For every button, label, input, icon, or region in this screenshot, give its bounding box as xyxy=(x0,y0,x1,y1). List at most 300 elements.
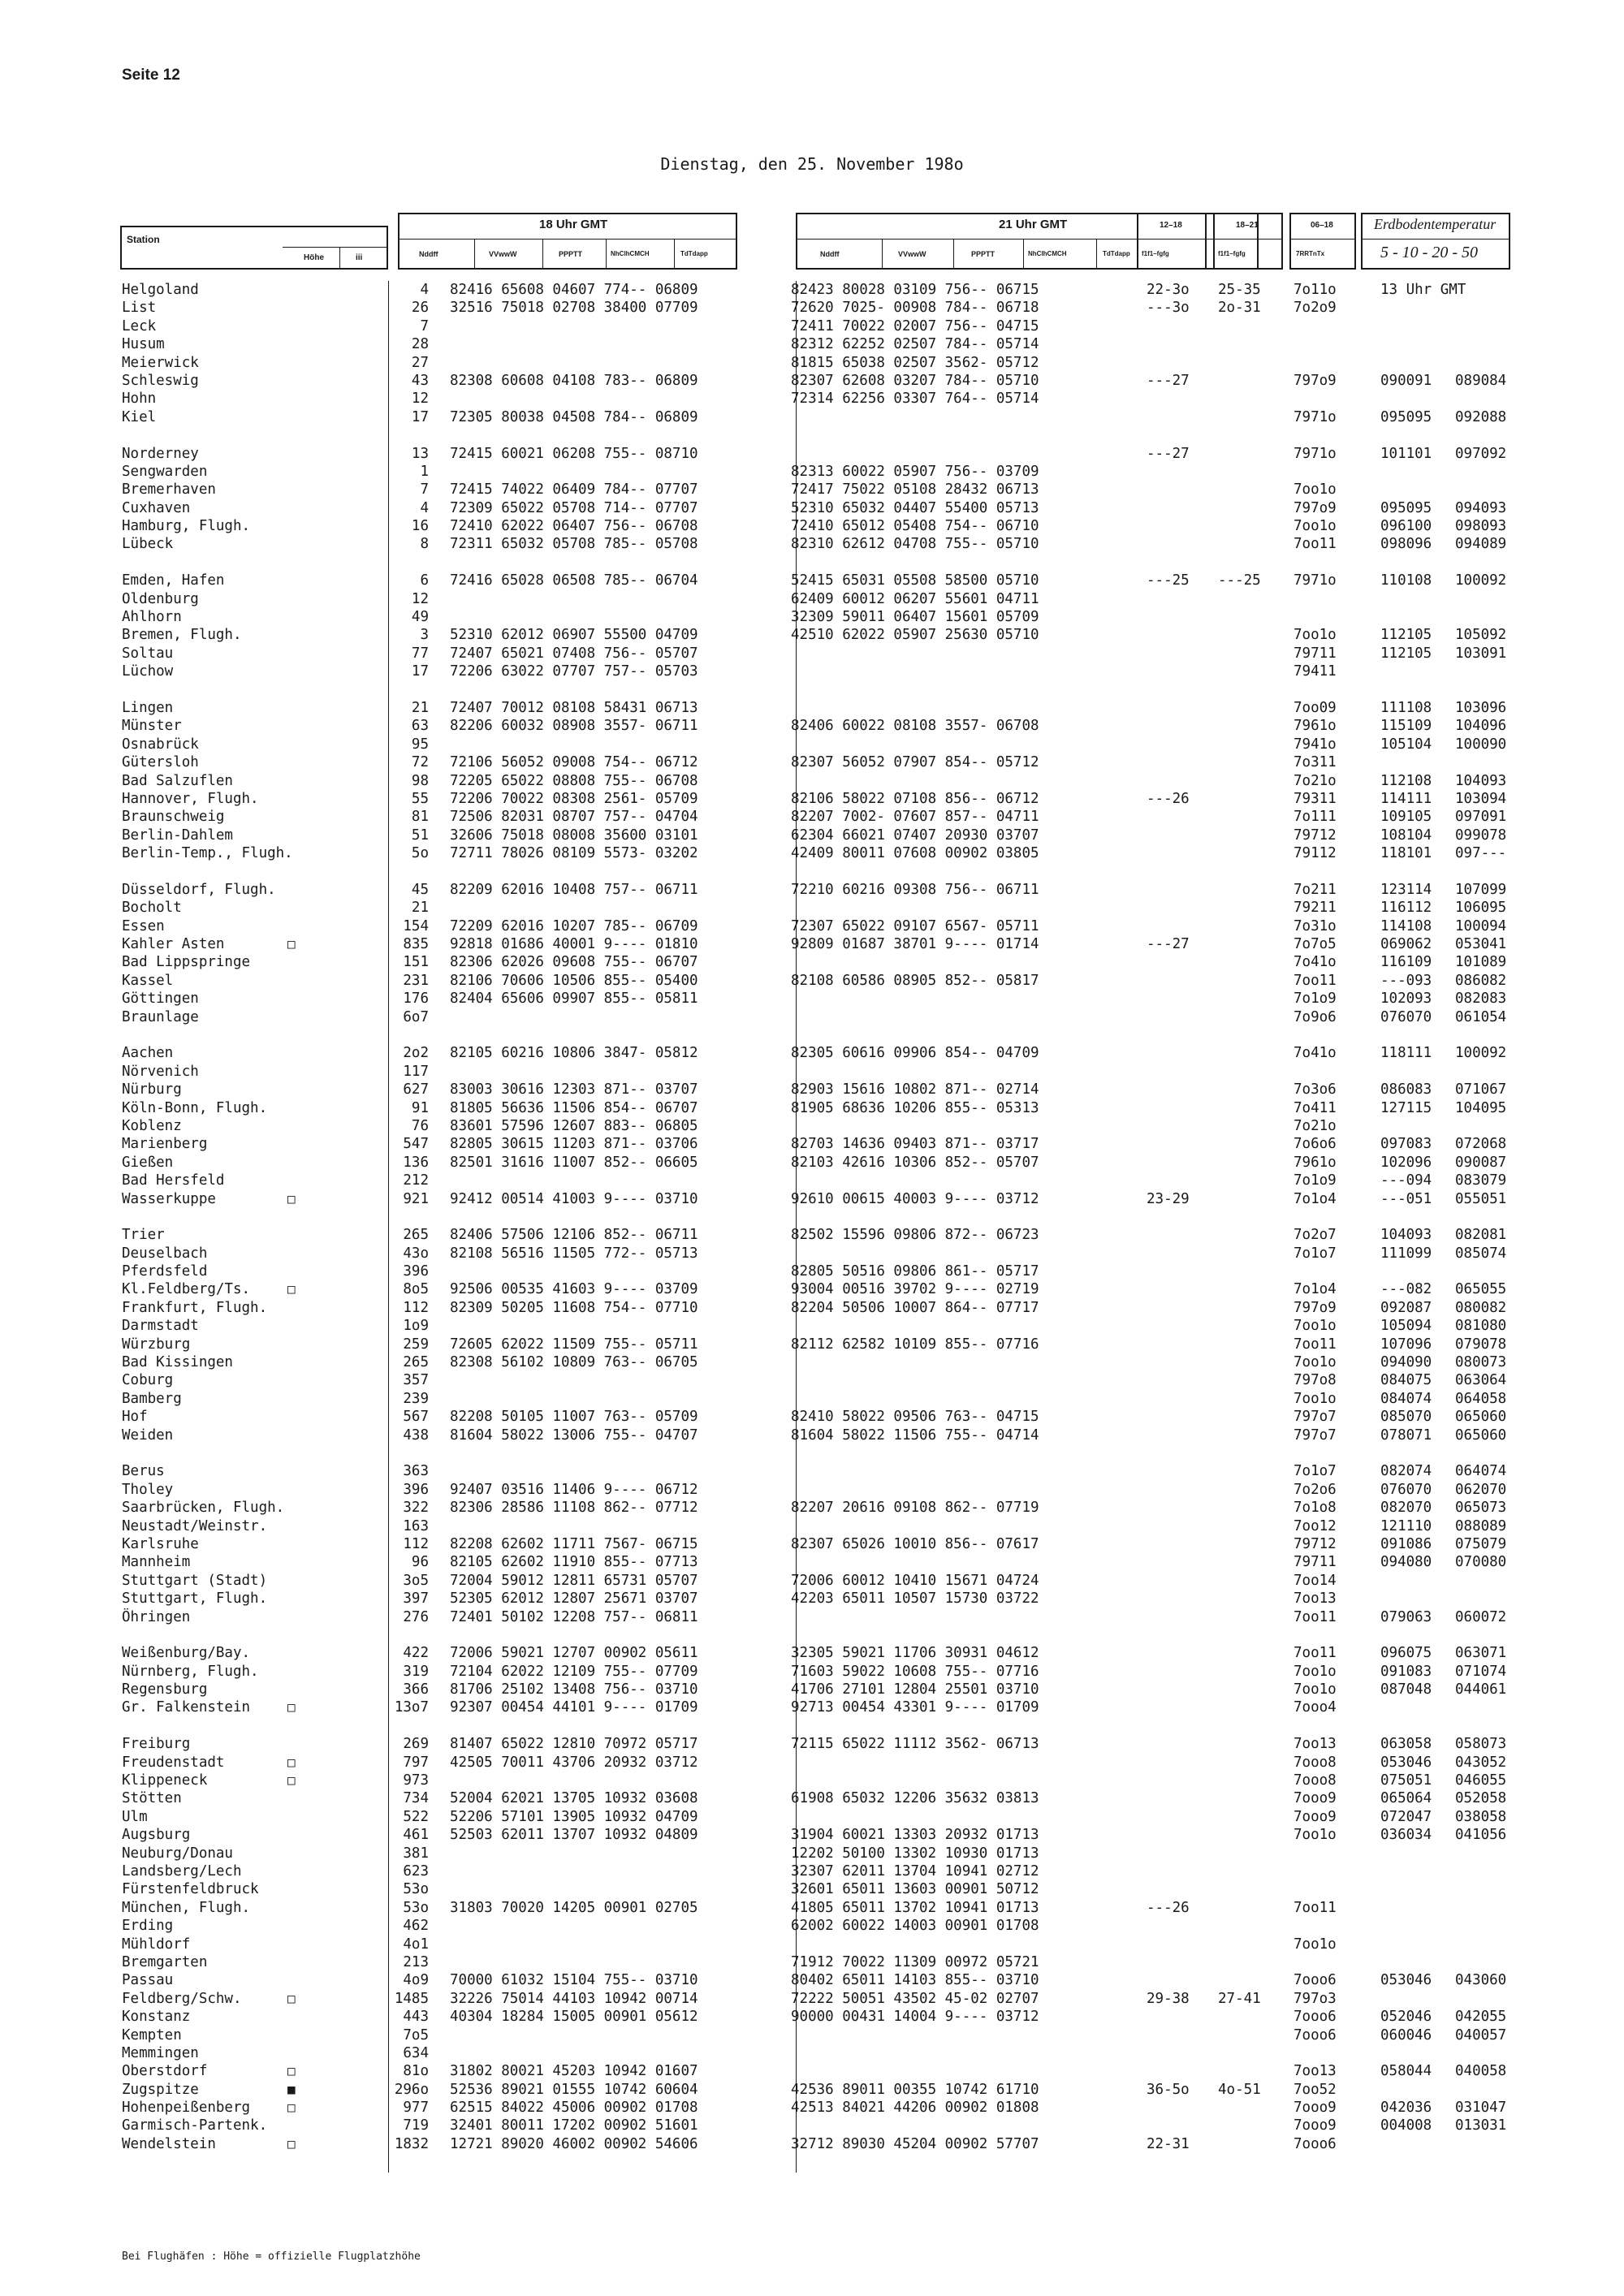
obs-21-uhr: 80402 65011 14103 855-- 03710 xyxy=(791,1972,1039,1989)
extremes-06-18: 797o7 xyxy=(1294,1409,1337,1426)
station-name: Norderney xyxy=(122,445,199,462)
extremes-06-18: 7oo1o xyxy=(1294,1390,1337,1407)
temp-range-12-18: 22-31 xyxy=(1147,2135,1190,2152)
soil-temp-b: 062070 xyxy=(1455,1481,1507,1498)
station-height: 81o xyxy=(403,2063,429,2080)
soil-temp-a: 085070 xyxy=(1380,1409,1432,1426)
table-row xyxy=(120,1044,1510,1062)
temp-range-12-18: 22-3o xyxy=(1147,282,1190,298)
station-height: 396 xyxy=(403,1481,429,1498)
station-height: 462 xyxy=(403,1918,429,1935)
extremes-06-18: 7o1o4 xyxy=(1294,1190,1337,1207)
soil-temp-a: ---094 xyxy=(1380,1172,1432,1189)
obs-21-uhr: 62409 60012 06207 55601 04711 xyxy=(791,590,1039,607)
station-height: 213 xyxy=(403,1953,429,1970)
table-row xyxy=(120,699,1510,717)
soil-temp-b: 080073 xyxy=(1455,1354,1507,1371)
station-name: Kempten xyxy=(122,2026,182,2044)
table-row xyxy=(120,1481,1510,1499)
obs-21-uhr: 41805 65011 13702 10941 01713 xyxy=(791,1899,1039,1916)
table-row xyxy=(120,1681,1510,1698)
extremes-06-18: 7oo1o xyxy=(1294,518,1337,535)
soil-temp-b: 098093 xyxy=(1455,518,1507,535)
obs-21-uhr: 82307 56052 07907 854-- 05712 xyxy=(791,754,1039,771)
station-name: Oberstdorf xyxy=(122,2063,208,2080)
table-row xyxy=(120,1172,1510,1189)
extremes-06-18: 797o3 xyxy=(1294,1990,1337,2007)
station-name: Freudenstadt xyxy=(122,1754,225,1771)
table-row xyxy=(120,1826,1510,1844)
station-height: 422 xyxy=(403,1645,429,1662)
table-row xyxy=(120,1572,1510,1590)
obs-21-uhr: 82410 58022 09506 763-- 04715 xyxy=(791,1409,1039,1426)
obs-21-uhr: 72620 7025- 00908 784-- 06718 xyxy=(791,300,1039,317)
station-height: 1485 xyxy=(394,1990,429,2007)
soil-temp-a: 082074 xyxy=(1380,1463,1432,1480)
soil-temp-b: 083079 xyxy=(1455,1172,1507,1189)
soil-temp-b: 082083 xyxy=(1455,990,1507,1008)
station-height: 921 xyxy=(403,1190,429,1207)
obs-21-uhr: 82423 80028 03109 756-- 06715 xyxy=(791,282,1039,298)
station-height: 296o xyxy=(394,2081,429,2098)
soil-temp-b: 080082 xyxy=(1455,1299,1507,1316)
extremes-06-18: 79712 xyxy=(1294,826,1337,844)
obs-18-uhr: 81407 65022 12810 70972 05717 xyxy=(450,1736,698,1753)
extremes-06-18: 7941o xyxy=(1294,736,1337,753)
table-row xyxy=(120,1462,1510,1480)
table-row xyxy=(120,499,1510,517)
extremes-06-18: 7o11o xyxy=(1294,282,1337,298)
extremes-06-18: 7ooo6 xyxy=(1294,2135,1337,2152)
extremes-06-18: 79711 xyxy=(1294,645,1337,662)
obs-21-uhr: 72314 62256 03307 764-- 05714 xyxy=(791,391,1039,408)
soil-temp-b: 044061 xyxy=(1455,1681,1507,1698)
sub-12-18: f1f1–fgfg xyxy=(1142,250,1169,257)
station-height: 239 xyxy=(403,1390,429,1407)
h18-c3: PPPTT xyxy=(559,250,583,258)
extremes-06-18: 7oo09 xyxy=(1294,699,1337,716)
station-name: Berlin-Dahlem xyxy=(122,826,233,844)
station-name: Deuselbach xyxy=(122,1245,208,1262)
station-height: 81 xyxy=(411,809,429,826)
extremes-06-18: 7o3o6 xyxy=(1294,1081,1337,1098)
table-row xyxy=(120,917,1510,935)
obs-21-uhr: 82112 62582 10109 855-- 07716 xyxy=(791,1336,1039,1353)
station-height: 72 xyxy=(411,754,429,771)
soil-temp-a: 058044 xyxy=(1380,2063,1432,2080)
h18-c5: TdTdapp xyxy=(680,250,708,257)
station-name: Kl.Feldberg/Ts. xyxy=(122,1281,251,1298)
extremes-06-18: 7oo1o xyxy=(1294,1681,1337,1698)
soil-temp-b: 097092 xyxy=(1455,445,1507,462)
obs-18-uhr: 92407 03516 11406 9---- 06712 xyxy=(450,1481,698,1498)
station-name: Kassel xyxy=(122,972,174,989)
station-name: Ahlhorn xyxy=(122,609,182,626)
station-height: 112 xyxy=(403,1299,429,1316)
obs-21-uhr: 81604 58022 11506 755-- 04714 xyxy=(791,1426,1039,1444)
station-name: Memmingen xyxy=(122,2044,199,2061)
table-row xyxy=(120,2062,1510,2080)
extremes-06-18: 7o211 xyxy=(1294,881,1337,898)
station-height: 623 xyxy=(403,1862,429,1880)
obs-21-uhr: 72411 70022 02007 756-- 04715 xyxy=(791,317,1039,334)
station-name: Gießen xyxy=(122,1154,174,1171)
station-name: Münster xyxy=(122,718,182,735)
station-name: Meierwick xyxy=(122,354,199,371)
soil-temp-a: 052046 xyxy=(1380,2009,1432,2026)
station-name: Mannheim xyxy=(122,1554,191,1571)
station-name: Gütersloh xyxy=(122,754,199,771)
station-height: 265 xyxy=(403,1227,429,1244)
station-height: 381 xyxy=(403,1845,429,1862)
extremes-06-18: 7o41o xyxy=(1294,1045,1337,1062)
soil-temp-a: 123114 xyxy=(1380,881,1432,898)
soil-temp-a: 069062 xyxy=(1380,936,1432,953)
obs-18-uhr: 72407 65021 07408 756-- 05707 xyxy=(450,645,698,662)
obs-18-uhr: 82416 65608 04607 774-- 06809 xyxy=(450,282,698,298)
obs-21-uhr: 12202 50100 13302 10930 01713 xyxy=(791,1845,1039,1862)
obs-18-uhr: 52536 89021 01555 10742 60604 xyxy=(450,2081,698,2098)
table-row xyxy=(120,1590,1510,1608)
station-name: Düsseldorf, Flugh. xyxy=(122,881,276,898)
temp-range-18-21: ---25 xyxy=(1218,572,1261,589)
obs-18-uhr: 72106 56052 09008 754-- 06712 xyxy=(450,754,698,771)
table-row xyxy=(120,408,1510,426)
header-06-18: 06–18 xyxy=(1311,221,1333,230)
table-row xyxy=(120,1336,1510,1353)
extremes-06-18: 7971o xyxy=(1294,572,1337,589)
soil-temp-a: 111099 xyxy=(1380,1245,1432,1262)
obs-18-uhr: 72407 70012 08108 58431 06713 xyxy=(450,699,698,716)
obs-18-uhr: 72209 62016 10207 785-- 06709 xyxy=(450,917,698,934)
obs-21-uhr: 93004 00516 39702 9---- 02719 xyxy=(791,1281,1039,1298)
table-row xyxy=(120,1099,1510,1117)
soil-temp-b: 072068 xyxy=(1455,1136,1507,1153)
obs-18-uhr: 52305 62012 12807 25671 03707 xyxy=(450,1590,698,1608)
header-depths: 5 - 10 - 20 - 50 xyxy=(1380,244,1478,261)
extremes-06-18: 797o8 xyxy=(1294,1372,1337,1389)
table-row xyxy=(120,1899,1510,1917)
soil-temp-b: 099078 xyxy=(1455,826,1507,844)
soil-temp-a: 095095 xyxy=(1380,499,1432,516)
table-row xyxy=(120,608,1510,626)
station-name: Hohn xyxy=(122,391,157,408)
extremes-06-18: 7oo1o xyxy=(1294,627,1337,644)
soil-temp-a: 096100 xyxy=(1380,518,1432,535)
temp-range-12-18: ---26 xyxy=(1147,1899,1190,1916)
h18-c4: NhClhCMCH xyxy=(611,250,650,257)
table-row xyxy=(120,972,1510,990)
station-height: 49 xyxy=(411,609,429,626)
table-row xyxy=(120,1880,1510,1898)
obs-21-uhr: 82307 62608 03207 784-- 05710 xyxy=(791,372,1039,389)
table-row xyxy=(120,1663,1510,1681)
station-name: Husum xyxy=(122,336,165,353)
station-height: 4 xyxy=(420,499,429,516)
station-height: 45 xyxy=(411,881,429,898)
soil-temp-b: 081080 xyxy=(1455,1318,1507,1335)
station-height: 567 xyxy=(403,1409,429,1426)
soil-temp-b: 065055 xyxy=(1455,1281,1507,1298)
temp-range-12-18: ---27 xyxy=(1147,936,1190,953)
station-height: 265 xyxy=(403,1354,429,1371)
station-height: 357 xyxy=(403,1372,429,1389)
mountain-station-marker: □ xyxy=(287,2135,296,2151)
temp-range-12-18: ---3o xyxy=(1147,300,1190,317)
station-height: 522 xyxy=(403,1808,429,1825)
station-name: Konstanz xyxy=(122,2009,191,2026)
soil-temp-b: 090087 xyxy=(1455,1154,1507,1171)
station-height: 1832 xyxy=(394,2135,429,2152)
station-name: Lübeck xyxy=(122,536,174,553)
obs-18-uhr: 72006 59021 12707 00902 05611 xyxy=(450,1645,698,1662)
soil-temp-b: 094089 xyxy=(1455,536,1507,553)
obs-21-uhr: 82313 60022 05907 756-- 03709 xyxy=(791,463,1039,480)
obs-18-uhr: 83601 57596 12607 883-- 06805 xyxy=(450,1117,698,1134)
table-row xyxy=(120,463,1510,481)
station-name: Wendelstein xyxy=(122,2135,216,2152)
station-height: 7 xyxy=(420,317,429,334)
soil-temp-b: 082081 xyxy=(1455,1227,1507,1244)
obs-21-uhr: 82805 50516 09806 861-- 05717 xyxy=(791,1263,1039,1280)
obs-18-uhr: 52004 62021 13705 10932 03608 xyxy=(450,1790,698,1807)
extremes-06-18: 7o21o xyxy=(1294,772,1337,789)
table-row xyxy=(120,645,1510,662)
station-name: Aachen xyxy=(122,1045,174,1062)
soil-temp-a: 042036 xyxy=(1380,2100,1432,2117)
table-row xyxy=(120,1789,1510,1807)
obs-21-uhr: 82103 42616 10306 852-- 05707 xyxy=(791,1154,1039,1171)
station-name: Karlsruhe xyxy=(122,1535,199,1552)
table-row xyxy=(120,1971,1510,1989)
station-name: Stuttgart, Flugh. xyxy=(122,1590,268,1608)
station-height: 53o xyxy=(403,1899,429,1916)
soil-temp-b: 079078 xyxy=(1455,1336,1507,1353)
extremes-06-18: 7oo1o xyxy=(1294,1827,1337,1844)
soil-temp-b: 064074 xyxy=(1455,1463,1507,1480)
obs-18-uhr: 70000 61032 15104 755-- 03710 xyxy=(450,1972,698,1989)
obs-21-uhr: 82406 60022 08108 3557- 06708 xyxy=(791,718,1039,735)
station-height: 28 xyxy=(411,336,429,353)
soil-temp-a: 096075 xyxy=(1380,1645,1432,1662)
obs-18-uhr: 52310 62012 06907 55500 04709 xyxy=(450,627,698,644)
station-name: Emden, Hafen xyxy=(122,572,225,589)
station-name: Sengwarden xyxy=(122,463,208,480)
obs-18-uhr: 31802 80021 45203 10942 01607 xyxy=(450,2063,698,2080)
obs-18-uhr: 32606 75018 08008 35600 03101 xyxy=(450,826,698,844)
soil-temp-b: 107099 xyxy=(1455,881,1507,898)
soil-temp-a: 112105 xyxy=(1380,627,1432,644)
extremes-06-18: 7oo13 xyxy=(1294,2063,1337,2080)
soil-temp-a: 112108 xyxy=(1380,772,1432,789)
extremes-06-18: 7ooo9 xyxy=(1294,2100,1337,2117)
date-line: Dienstag, den 25. November 198o xyxy=(660,154,964,174)
station-name: Bremgarten xyxy=(122,1953,208,1970)
mountain-station-marker: ■ xyxy=(287,2081,296,2097)
station-height: 21 xyxy=(411,699,429,716)
table-row xyxy=(120,590,1510,608)
station-name: Köln-Bonn, Flugh. xyxy=(122,1099,268,1116)
obs-18-uhr: 72416 65028 06508 785-- 06704 xyxy=(450,572,698,589)
obs-21-uhr: 42513 84021 44206 00902 01808 xyxy=(791,2100,1039,2117)
station-name: Fürstenfeldbruck xyxy=(122,1881,259,1898)
soil-temp-a: 079063 xyxy=(1380,1608,1432,1625)
soil-temp-b: 063064 xyxy=(1455,1372,1507,1389)
station-height: 4 xyxy=(420,282,429,298)
station-name: Freiburg xyxy=(122,1736,191,1753)
obs-18-uhr: 82501 31616 11007 852-- 06605 xyxy=(450,1154,698,1171)
obs-21-uhr: 42203 65011 10507 15730 03722 xyxy=(791,1590,1039,1608)
obs-21-uhr: 62304 66021 07407 20930 03707 xyxy=(791,826,1039,844)
station-name: Bad Kissingen xyxy=(122,1354,233,1371)
extremes-06-18: 7oo1o xyxy=(1294,1318,1337,1335)
soil-temp-a: 091083 xyxy=(1380,1663,1432,1680)
page-number: Seite 12 xyxy=(122,67,180,84)
table-row xyxy=(120,1535,1510,1553)
header-18-uhr: 18 Uhr GMT xyxy=(539,218,608,231)
soil-temp-a: 118101 xyxy=(1380,845,1432,862)
soil-temp-a: 097083 xyxy=(1380,1136,1432,1153)
extremes-06-18: 79211 xyxy=(1294,900,1337,917)
station-height: 366 xyxy=(403,1681,429,1698)
soil-temp-a: 111108 xyxy=(1380,699,1432,716)
station-name: Bamberg xyxy=(122,1390,182,1407)
obs-18-uhr: 82206 60032 08908 3557- 06711 xyxy=(450,718,698,735)
station-height: 835 xyxy=(403,936,429,953)
obs-18-uhr: 72415 60021 06208 755-- 08710 xyxy=(450,445,698,462)
obs-21-uhr: 32601 65011 13603 00901 50712 xyxy=(791,1881,1039,1898)
station-name: Pferdsfeld xyxy=(122,1263,208,1280)
extremes-06-18: 7ooo9 xyxy=(1294,1808,1337,1825)
obs-18-uhr: 72415 74022 06409 784-- 07707 xyxy=(450,481,698,498)
table-row xyxy=(120,1698,1510,1716)
obs-18-uhr: 82805 30615 11203 871-- 03706 xyxy=(450,1136,698,1153)
extremes-06-18: 7o2o7 xyxy=(1294,1227,1337,1244)
table-row xyxy=(120,1845,1510,1862)
extremes-06-18: 797o9 xyxy=(1294,499,1337,516)
station-height: 6o7 xyxy=(403,1008,429,1025)
station-name: Passau xyxy=(122,1972,174,1989)
extremes-06-18: 7o411 xyxy=(1294,1099,1337,1116)
table-row xyxy=(120,1135,1510,1153)
table-header xyxy=(120,213,1510,270)
obs-21-uhr: 41706 27101 12804 25501 03710 xyxy=(791,1681,1039,1698)
station-name: Stötten xyxy=(122,1790,182,1807)
station-name: Kahler Asten xyxy=(122,936,225,953)
soil-temp-b: 065060 xyxy=(1455,1409,1507,1426)
header-hoehe: Höhe xyxy=(304,253,324,262)
station-height: 627 xyxy=(403,1081,429,1098)
obs-21-uhr: 82312 62252 02507 784-- 05714 xyxy=(791,336,1039,353)
table-row xyxy=(120,1408,1510,1426)
soil-temp-b: 104093 xyxy=(1455,772,1507,789)
station-height: 21 xyxy=(411,900,429,917)
soil-temp-a: 108104 xyxy=(1380,826,1432,844)
temp-range-12-18: 23-29 xyxy=(1147,1190,1190,1207)
station-height: 396 xyxy=(403,1263,429,1280)
soil-temp-a: 086083 xyxy=(1380,1081,1432,1098)
table-row xyxy=(120,1262,1510,1280)
obs-21-uhr: 42409 80011 07608 00902 03805 xyxy=(791,845,1039,862)
soil-temp-b: 106095 xyxy=(1455,900,1507,917)
obs-21-uhr: 62002 60022 14003 00901 01708 xyxy=(791,1918,1039,1935)
soil-temp-a: 112105 xyxy=(1380,645,1432,662)
extremes-06-18: 797o9 xyxy=(1294,1299,1337,1316)
station-name: Gr. Falkenstein xyxy=(122,1699,251,1716)
extremes-06-18: 7o1o8 xyxy=(1294,1500,1337,1517)
station-name: Neuburg/Donau xyxy=(122,1845,233,1862)
obs-18-uhr: 32226 75014 44103 10942 00714 xyxy=(450,1990,698,2007)
obs-18-uhr: 82309 50205 11608 754-- 07710 xyxy=(450,1299,698,1316)
station-name: Würzburg xyxy=(122,1336,191,1353)
soil-temp-a: 104093 xyxy=(1380,1227,1432,1244)
soil-temp-a: 082070 xyxy=(1380,1500,1432,1517)
station-height: 461 xyxy=(403,1827,429,1844)
station-name: Soltau xyxy=(122,645,174,662)
station-height: 438 xyxy=(403,1426,429,1444)
obs-21-uhr: 82207 20616 09108 862-- 07719 xyxy=(791,1500,1039,1517)
h21-c5: TdTdapp xyxy=(1103,250,1130,257)
mountain-station-marker: □ xyxy=(287,1772,296,1789)
soil-temp-b: 060072 xyxy=(1455,1608,1507,1625)
obs-18-uhr: 92307 00454 44101 9---- 01709 xyxy=(450,1699,698,1716)
table-row xyxy=(120,899,1510,917)
soil-temp-b: 100092 xyxy=(1455,1045,1507,1062)
obs-18-uhr: 82209 62016 10408 757-- 06711 xyxy=(450,881,698,898)
extremes-06-18: 7oo1o xyxy=(1294,1354,1337,1371)
station-height: 259 xyxy=(403,1336,429,1353)
soil-temp-a: 084074 xyxy=(1380,1390,1432,1407)
station-name: Oldenburg xyxy=(122,590,199,607)
obs-21-uhr: 72307 65022 09107 6567- 05711 xyxy=(791,917,1039,934)
table-row xyxy=(120,1808,1510,1826)
soil-temp-b: 065073 xyxy=(1455,1500,1507,1517)
extremes-06-18: 7ooo6 xyxy=(1294,2026,1337,2044)
obs-18-uhr: 82306 62026 09608 755-- 06707 xyxy=(450,954,698,971)
soil-temp-a: 076070 xyxy=(1380,1481,1432,1498)
station-name: Ulm xyxy=(122,1808,148,1825)
soil-temp-a: 095095 xyxy=(1380,408,1432,425)
table-row xyxy=(120,2099,1510,2117)
extremes-06-18: 7oo1o xyxy=(1294,481,1337,498)
table-row xyxy=(120,2117,1510,2134)
table-row xyxy=(120,1862,1510,1880)
obs-18-uhr: 72205 65022 08808 755-- 06708 xyxy=(450,772,698,789)
soil-temp-b: 043060 xyxy=(1455,1972,1507,1989)
soil-temp-a: 101101 xyxy=(1380,445,1432,462)
h18-c2: VVwwW xyxy=(489,250,517,258)
soil-temp-b: 040057 xyxy=(1455,2026,1507,2044)
station-name: Augsburg xyxy=(122,1827,191,1844)
station-name: Hof xyxy=(122,1409,148,1426)
station-height: 977 xyxy=(403,2100,429,2117)
obs-18-uhr: 82406 57506 12106 852-- 06711 xyxy=(450,1227,698,1244)
soil-temp-a: 060046 xyxy=(1380,2026,1432,2044)
station-height: 322 xyxy=(403,1500,429,1517)
h21-c2: VVwwW xyxy=(898,250,926,258)
station-name: Hamburg, Flugh. xyxy=(122,518,251,535)
obs-21-uhr: 82108 60586 08905 852-- 05817 xyxy=(791,972,1039,989)
station-height: 443 xyxy=(403,2009,429,2026)
station-name: Mühldorf xyxy=(122,1936,191,1953)
soil-temp-a: 13 Uhr GMT xyxy=(1380,282,1466,298)
obs-18-uhr: 52206 57101 13905 10932 04709 xyxy=(450,1808,698,1825)
row-spacer xyxy=(120,681,1510,699)
obs-21-uhr: 31904 60021 13303 20932 01713 xyxy=(791,1827,1039,1844)
station-name: Garmisch-Partenk. xyxy=(122,2117,268,2134)
table-row xyxy=(120,662,1510,680)
station-height: 55 xyxy=(411,790,429,807)
